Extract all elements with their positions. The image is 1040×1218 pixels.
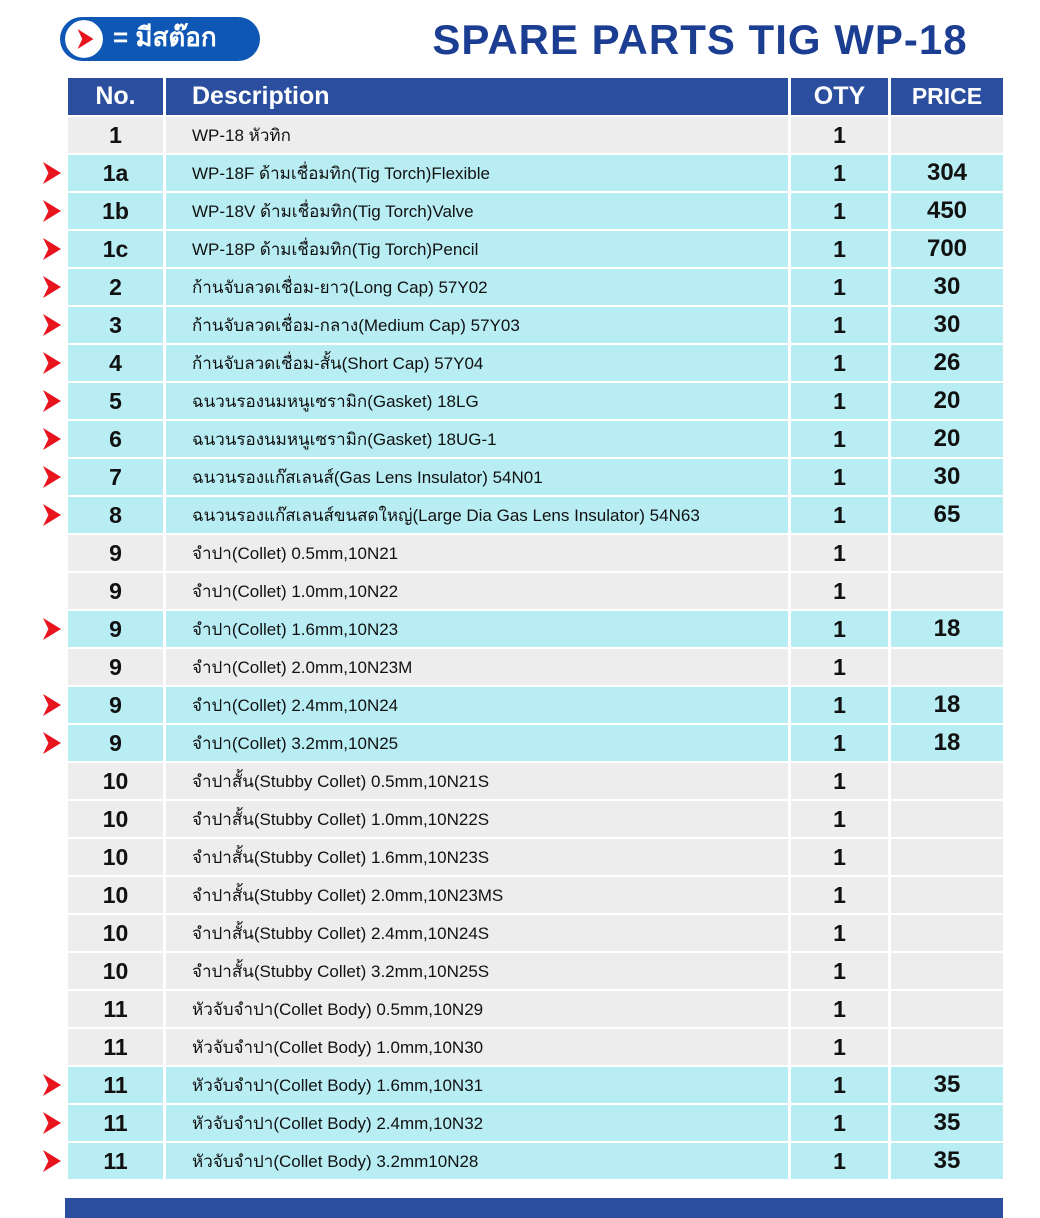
row-no: 9 [68,535,163,571]
stock-legend [60,17,260,61]
row-qty: 1 [791,991,888,1027]
row-price: 700 [891,231,1003,267]
table-row [0,535,1003,571]
table-row [0,231,1003,267]
table-row [0,649,1003,685]
arrow-gutter [0,611,65,647]
page-title: SPARE PARTS TIG WP-18 [432,16,968,63]
row-no: 3 [68,307,163,343]
row-qty: 1 [791,1143,888,1179]
row-qty: 1 [791,383,888,419]
row-no: 9 [68,649,163,685]
arrow-gutter [0,915,65,951]
stock-arrow-icon [43,276,61,298]
table-row [0,307,1003,343]
row-price [891,763,1003,799]
row-description: จำปาสั้น(Stubby Collet) 2.0mm,10N23MS [166,877,788,913]
footer-bar [65,1198,1003,1218]
row-price: 450 [891,193,1003,229]
row-qty: 1 [791,231,888,267]
table-row [0,155,1003,191]
row-no: 10 [68,953,163,989]
arrow-gutter [0,459,65,495]
row-price: 30 [891,459,1003,495]
table-row [0,1029,1003,1065]
row-price: 35 [891,1105,1003,1141]
row-qty: 1 [791,155,888,191]
row-description: ก้านจับลวดเชื่อม-กลาง(Medium Cap) 57Y03 [166,307,788,343]
arrow-gutter [0,725,65,761]
arrow-gutter [0,953,65,989]
row-description: จำปาสั้น(Stubby Collet) 1.0mm,10N22S [166,801,788,837]
table-row [0,269,1003,305]
col-header-price: PRICE [891,78,1003,115]
row-description: จำปา(Collet) 2.4mm,10N24 [166,687,788,723]
row-qty: 1 [791,573,888,609]
table-row [0,117,1003,153]
stock-arrow-icon [43,200,61,222]
arrow-gutter [0,383,65,419]
row-qty: 1 [791,1105,888,1141]
row-no: 1b [68,193,163,229]
arrow-gutter [0,231,65,267]
row-price: 30 [891,307,1003,343]
row-description: ก้านจับลวดเชื่อม-สั้น(Short Cap) 57Y04 [166,345,788,381]
row-description: หัวจับจำปา(Collet Body) 3.2mm10N28 [166,1143,788,1179]
row-no: 1c [68,231,163,267]
table-row [0,573,1003,609]
arrow-gutter [0,573,65,609]
row-no: 10 [68,915,163,951]
row-no: 9 [68,725,163,761]
row-description: จำปาสั้น(Stubby Collet) 2.4mm,10N24S [166,915,788,951]
arrow-gutter [0,497,65,533]
row-no: 11 [68,991,163,1027]
table-row [0,915,1003,951]
table-body [0,117,1003,1179]
arrow-gutter [0,877,65,913]
arrow-gutter [0,1105,65,1141]
row-no: 9 [68,687,163,723]
row-no: 11 [68,1067,163,1103]
stock-badge [65,20,103,58]
stock-arrow-icon [43,1112,61,1134]
arrow-gutter [0,1067,65,1103]
table-row [0,1105,1003,1141]
row-qty: 1 [791,345,888,381]
row-price [891,117,1003,153]
row-description: WP-18 หัวทิก [166,117,788,153]
arrow-gutter [0,269,65,305]
row-qty: 1 [791,839,888,875]
row-qty: 1 [791,193,888,229]
stock-arrow-icon [43,238,61,260]
stock-arrow-icon [43,162,61,184]
row-no: 7 [68,459,163,495]
row-description: ฉนวนรองนมหนูเซรามิก(Gasket) 18LG [166,383,788,419]
row-price [891,801,1003,837]
row-no: 6 [68,421,163,457]
col-header-no: No. [68,78,163,115]
table-row [0,193,1003,229]
table-row [0,953,1003,989]
arrow-gutter [0,801,65,837]
row-price: 65 [891,497,1003,533]
row-no: 1 [68,117,163,153]
row-qty: 1 [791,421,888,457]
arrow-gutter [0,1143,65,1179]
row-qty: 1 [791,535,888,571]
stock-arrow-icon [78,29,94,49]
arrow-gutter [0,421,65,457]
arrow-gutter [0,307,65,343]
row-price [891,535,1003,571]
stock-arrow-icon [43,352,61,374]
row-description: WP-18P ด้ามเชื่อมทิก(Tig Torch)Pencil [166,231,788,267]
table-row [0,763,1003,799]
row-price: 18 [891,725,1003,761]
row-description: จำปา(Collet) 0.5mm,10N21 [166,535,788,571]
row-no: 8 [68,497,163,533]
row-price [891,649,1003,685]
table-row [0,991,1003,1027]
row-description: ฉนวนรองแก๊สเลนส์ขนสดใหญ่(Large Dia Gas Lens Insulator) 54N63 [166,497,788,533]
arrow-gutter [0,155,65,191]
row-price [891,573,1003,609]
row-description: หัวจับจำปา(Collet Body) 2.4mm,10N32 [166,1105,788,1141]
row-price [891,1029,1003,1065]
stock-arrow-icon [43,314,61,336]
table-row [0,1143,1003,1179]
table-row [0,611,1003,647]
table-row [0,345,1003,381]
row-qty: 1 [791,497,888,533]
row-qty: 1 [791,307,888,343]
table-row [0,421,1003,457]
row-price: 35 [891,1143,1003,1179]
table-row [0,497,1003,533]
arrow-gutter [0,78,65,115]
row-price: 20 [891,421,1003,457]
table-row [0,1067,1003,1103]
row-qty: 1 [791,687,888,723]
arrow-gutter [0,763,65,799]
row-no: 10 [68,763,163,799]
row-description: หัวจับจำปา(Collet Body) 0.5mm,10N29 [166,991,788,1027]
row-price: 18 [891,611,1003,647]
row-no: 11 [68,1105,163,1141]
stock-arrow-icon [43,390,61,412]
stock-arrow-icon [43,618,61,640]
col-header-description: Description [166,78,788,115]
row-no: 1a [68,155,163,191]
row-no: 10 [68,801,163,837]
row-no: 10 [68,877,163,913]
row-price [891,915,1003,951]
row-price: 35 [891,1067,1003,1103]
arrow-gutter [0,193,65,229]
row-qty: 1 [791,877,888,913]
row-qty: 1 [791,763,888,799]
arrow-gutter [0,991,65,1027]
stock-arrow-icon [43,694,61,716]
row-price: 20 [891,383,1003,419]
row-no: 11 [68,1143,163,1179]
row-no: 9 [68,611,163,647]
arrow-gutter [0,117,65,153]
row-description: WP-18F ด้ามเชื่อมทิก(Tig Torch)Flexible [166,155,788,191]
row-price: 30 [891,269,1003,305]
table-header-row [0,78,1003,115]
row-qty: 1 [791,269,888,305]
table-row [0,877,1003,913]
arrow-gutter [0,687,65,723]
stock-arrow-icon [43,732,61,754]
row-qty: 1 [791,117,888,153]
arrow-gutter [0,1029,65,1065]
row-description: จำปา(Collet) 2.0mm,10N23M [166,649,788,685]
stock-arrow-icon [43,1074,61,1096]
row-price: 18 [891,687,1003,723]
row-no: 2 [68,269,163,305]
row-qty: 1 [791,1029,888,1065]
table-row [0,687,1003,723]
row-qty: 1 [791,611,888,647]
stock-arrow-icon [43,1150,61,1172]
parts-table [0,78,1003,1181]
arrow-gutter [0,345,65,381]
row-description: จำปาสั้น(Stubby Collet) 1.6mm,10N23S [166,839,788,875]
row-no: 4 [68,345,163,381]
row-description: จำปาสั้น(Stubby Collet) 3.2mm,10N25S [166,953,788,989]
row-description: หัวจับจำปา(Collet Body) 1.6mm,10N31 [166,1067,788,1103]
table-row [0,725,1003,761]
row-description: จำปาสั้น(Stubby Collet) 0.5mm,10N21S [166,763,788,799]
row-description: WP-18V ด้ามเชื่อมทิก(Tig Torch)Valve [166,193,788,229]
row-description: หัวจับจำปา(Collet Body) 1.0mm,10N30 [166,1029,788,1065]
row-qty: 1 [791,801,888,837]
row-qty: 1 [791,953,888,989]
table-row [0,383,1003,419]
row-description: ฉนวนรองนมหนูเซรามิก(Gasket) 18UG-1 [166,421,788,457]
row-no: 5 [68,383,163,419]
row-description: จำปา(Collet) 3.2mm,10N25 [166,725,788,761]
table-row [0,801,1003,837]
arrow-gutter [0,649,65,685]
stock-arrow-icon [43,466,61,488]
arrow-gutter [0,839,65,875]
row-qty: 1 [791,725,888,761]
row-price [891,991,1003,1027]
row-price [891,877,1003,913]
col-header-qty: OTY [791,78,888,115]
row-no: 11 [68,1029,163,1065]
row-description: จำปา(Collet) 1.6mm,10N23 [166,611,788,647]
row-description: ก้านจับลวดเชื่อม-ยาว(Long Cap) 57Y02 [166,269,788,305]
row-price [891,953,1003,989]
table-row [0,459,1003,495]
stock-arrow-icon [43,428,61,450]
arrow-gutter [0,535,65,571]
row-no: 9 [68,573,163,609]
row-qty: 1 [791,915,888,951]
stock-arrow-icon [43,504,61,526]
stock-legend-label: = มีสต๊อก [113,22,217,52]
row-no: 10 [68,839,163,875]
table-row [0,839,1003,875]
row-qty: 1 [791,459,888,495]
row-price: 304 [891,155,1003,191]
row-qty: 1 [791,649,888,685]
row-qty: 1 [791,1067,888,1103]
row-price: 26 [891,345,1003,381]
row-price [891,839,1003,875]
row-description: จำปา(Collet) 1.0mm,10N22 [166,573,788,609]
row-description: ฉนวนรองแก๊สเลนส์(Gas Lens Insulator) 54N01 [166,459,788,495]
